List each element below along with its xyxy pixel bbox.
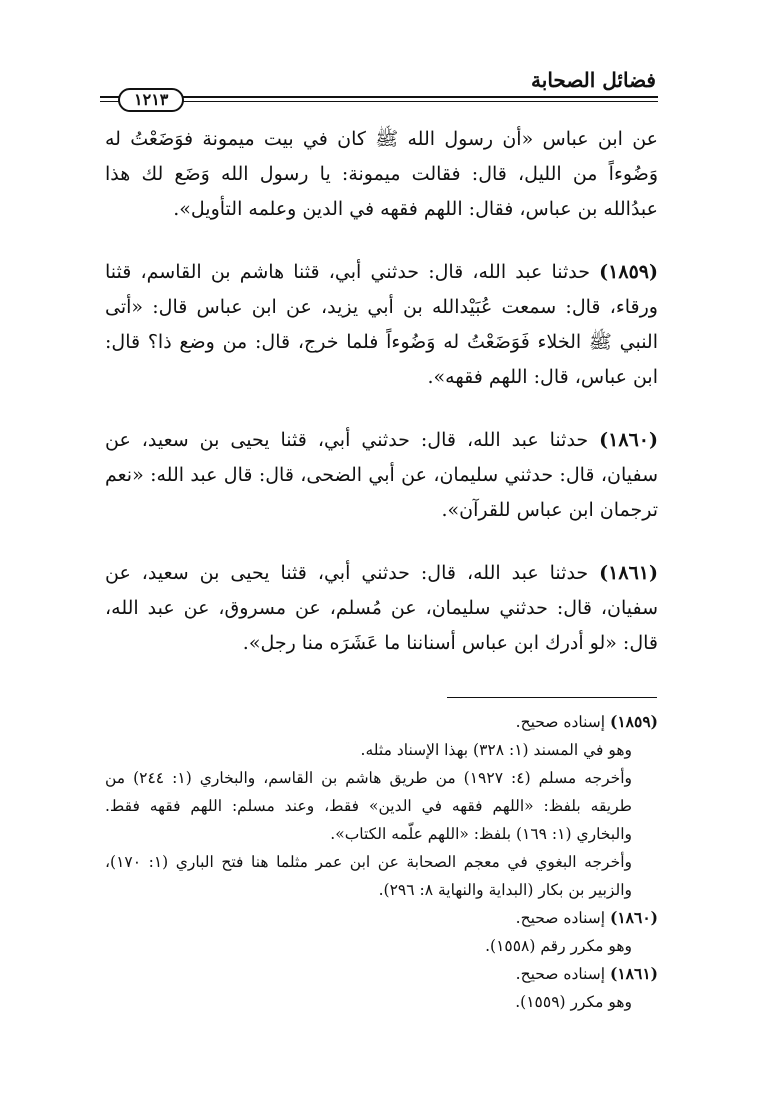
footnote-lead: إسناده صحيح.	[515, 965, 606, 983]
paragraph-text: حدثنا عبد الله، قال: حدثني أبي، قثنا يحيى بن سعيد، عن سفيان، قال: حدثني سليمان، عن أبي الضحى، قال: قال عبد الله: «نعم ترجمان ابن عباس للقرآن».	[105, 429, 658, 521]
footnote-line: وأخرجه مسلم (٤: ١٩٢٧) من طريق هاشم بن القاسم، والبخاري (١: ٢٤٤) من طريقه بلفظ: «اللهم فقهه في الدين» فقط، وعند مسلم: اللهم فقهه فقط. والبخاري (١: ١٦٩) بلفظ: «اللهم علّمه الكتاب».	[105, 769, 633, 843]
paragraph-text: عن ابن عباس «أن رسول الله ﷺ كان في بيت ميمونة فوَضَعْتُ له وَضُوءاً من الليل، قال: فقالت ميمونة: يا رسول الله وَضَع لك هذا عبدُالله بن عباس، فقال: اللهم فقهه في الدين وعلمه التأويل».	[105, 128, 658, 220]
hadith-number: (١٨٦٠)	[599, 429, 658, 451]
footnote-rule	[447, 697, 657, 698]
footnote-lead: إسناده صحيح.	[515, 713, 606, 731]
running-header-title: فضائل الصحابة	[531, 68, 656, 92]
footnote-line: وهو مكرر رقم (١٥٥٨).	[485, 937, 632, 955]
paragraph-text: حدثنا عبد الله، قال: حدثني أبي، قثنا يحيى بن سعيد، عن سفيان، قال: حدثني سليمان، عن مُسلم، عن مسروق، عن عبد الله، قال: «لو أدرك ابن عباس أسناننا ما عَشَرَه منا رجل».	[105, 562, 658, 654]
footnote-number: (١٨٦١)	[610, 964, 658, 983]
main-text	[105, 122, 658, 689]
footnote-number: (١٨٥٩)	[610, 712, 658, 731]
paragraph	[105, 122, 658, 227]
footnote	[105, 904, 658, 932]
footnote-line: وهو مكرر (١٥٥٩).	[515, 993, 632, 1011]
footnote	[105, 708, 658, 736]
footnote	[105, 960, 658, 988]
footnote-lead: إسناده صحيح.	[515, 909, 606, 927]
footnote-number: (١٨٦٠)	[610, 908, 658, 927]
paragraph	[105, 423, 658, 528]
footnote-line: وأخرجه البغوي في معجم الصحابة عن ابن عمر مثلما هنا فتح الباري (١: ١٧٠)، والزبير بن بكار (البداية والنهاية ٨: ٢٩٦).	[105, 853, 632, 899]
hadith-number: (١٨٥٩)	[599, 261, 658, 283]
page-number: ١٢١٣	[118, 88, 184, 112]
paragraph-text: حدثنا عبد الله، قال: حدثني أبي، قثنا هاشم بن القاسم، قثنا ورقاء، قال: سمعت عُبَيْدالله بن أبي يزيد، عن ابن عباس قال: «أتى النبي ﷺ الخلاء فَوَضَعْتُ له وَضُوءاً فلما خرج، قال: من وضع ذا؟ قال: ابن عباس، قال: اللهم فقهه».	[105, 261, 658, 388]
hadith-number: (١٨٦١)	[599, 562, 658, 584]
footnote-line: وهو في المسند (١: ٣٢٨) بهذا الإسناد مثله.	[360, 741, 632, 759]
paragraph	[105, 255, 658, 395]
footnotes	[105, 708, 658, 1016]
paragraph	[105, 556, 658, 661]
